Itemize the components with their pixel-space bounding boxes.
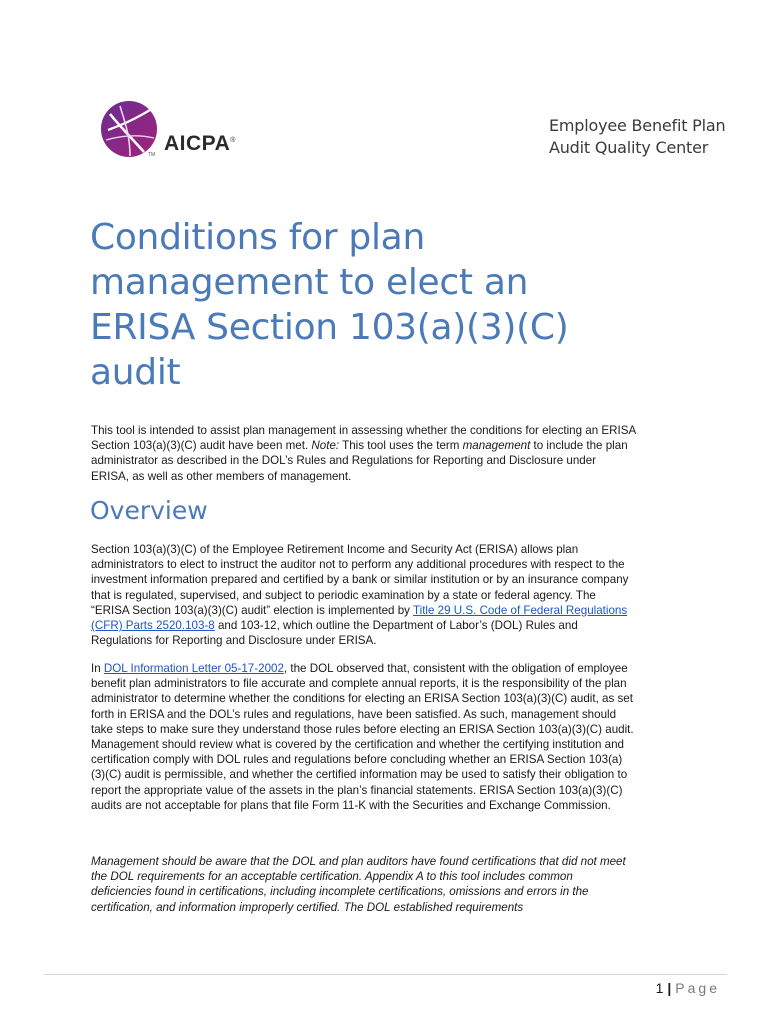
dol-letter-link[interactable]: DOL Information Letter 05-17-2002 [103, 662, 284, 675]
trademark-mark: TM [148, 152, 156, 158]
title-line4: audit [90, 352, 181, 393]
page-footer [656, 980, 720, 996]
aicpa-logo [98, 100, 258, 162]
management-term: management [462, 439, 531, 453]
title-line2: management to elect an [90, 262, 529, 303]
aicpa-logo-mark-icon [100, 100, 158, 158]
title-line1: Conditions for plan [90, 217, 425, 258]
cfr-link[interactable]: Title 29 U.S. Code of Federal Regulations (CFR) Parts 2520.103-8 [91, 603, 628, 633]
overview-heading: Overview [90, 496, 208, 525]
footer-divider [44, 974, 727, 975]
logo-wordmark: AICPA® [164, 132, 236, 155]
note-label: Note: [311, 439, 340, 453]
page-title [90, 215, 650, 395]
page-word: Page [675, 980, 720, 996]
center-name-line2: Audit Quality Center [549, 138, 709, 157]
overview-paragraph-2: In DOL Information Letter 05-17-2002, the DOL observed that, consistent with the obligation of employee benefit plan administrators to file accurate and complete annual reports, it is the responsibility of the plan administrator to determine whether the conditions for electing an ERISA Section 103(a)(3)(C) audit, as set forth in ERISA and the DOL’s rules and regulations, have been satisfied. As such, management should take steps to make sure they understand those rules before electing an ERISA Section 103(a)(3)(C) audit. Management should review what is covered by the certification and whether the certifying institution and certification comply with DOL rules and regulations before concluding whether an ERISA Section 103(a)(3)(C) audit is permissible, and whether the certified information may be used to satisfy their obligation to report the appropriate value of the assets in the plan’s financial statements. ERISA Section 103(a)(3)(C) audits are not acceptable for plans that file Form 11-K with the Securities and Exchange Commission. [91, 662, 634, 812]
overview-paragraph-1: Section 103(a)(3)(C) of the Employee Retirement Income and Security Act (ERISA) allows plan administrators to elect to instruct the auditor not to perform any additional procedures with respect to the investment information prepared and certified by a bank or similar institution or by an insurance company that is regulated, supervised, and subject to periodic examination by a state or federal agency. The “ERISA Section 103(a)(3)(C) audit” election is implemented by Title 29 U.S. Code of Federal Regulations (CFR) Parts 2520.103-8 and 103-12, which outline the Department of Labor’s (DOL) Rules and Regulations for Reporting and Disclosure under ERISA. [91, 543, 629, 648]
page-number: 1 [655, 980, 664, 996]
title-line3: ERISA Section 103(a)(3)(C) [90, 307, 569, 348]
center-name-line1: Employee Benefit Plan [549, 116, 726, 135]
overview-paragraph-3: Management should be aware that the DOL and plan auditors have found certifications that did not meet the DOL requirements for an acceptable certification. Appendix A to this tool includes common deficiencies found in certifications, including incomplete certifications, omissions and errors in the certification, and information improperly certified. The DOL established requirements [91, 855, 626, 914]
footer-separator: | [667, 980, 672, 996]
intro-paragraph: This tool is intended to assist plan management in assessing whether the conditions for electing an ERISA Section 103(a)(3)(C) audit have been met. Note: This tool uses the term management to include the plan administrator as described in the DOL’s Rules and Regulations for Reporting and Disclosure under ERISA, as well as other members of management. [91, 424, 636, 483]
center-name [549, 115, 749, 159]
